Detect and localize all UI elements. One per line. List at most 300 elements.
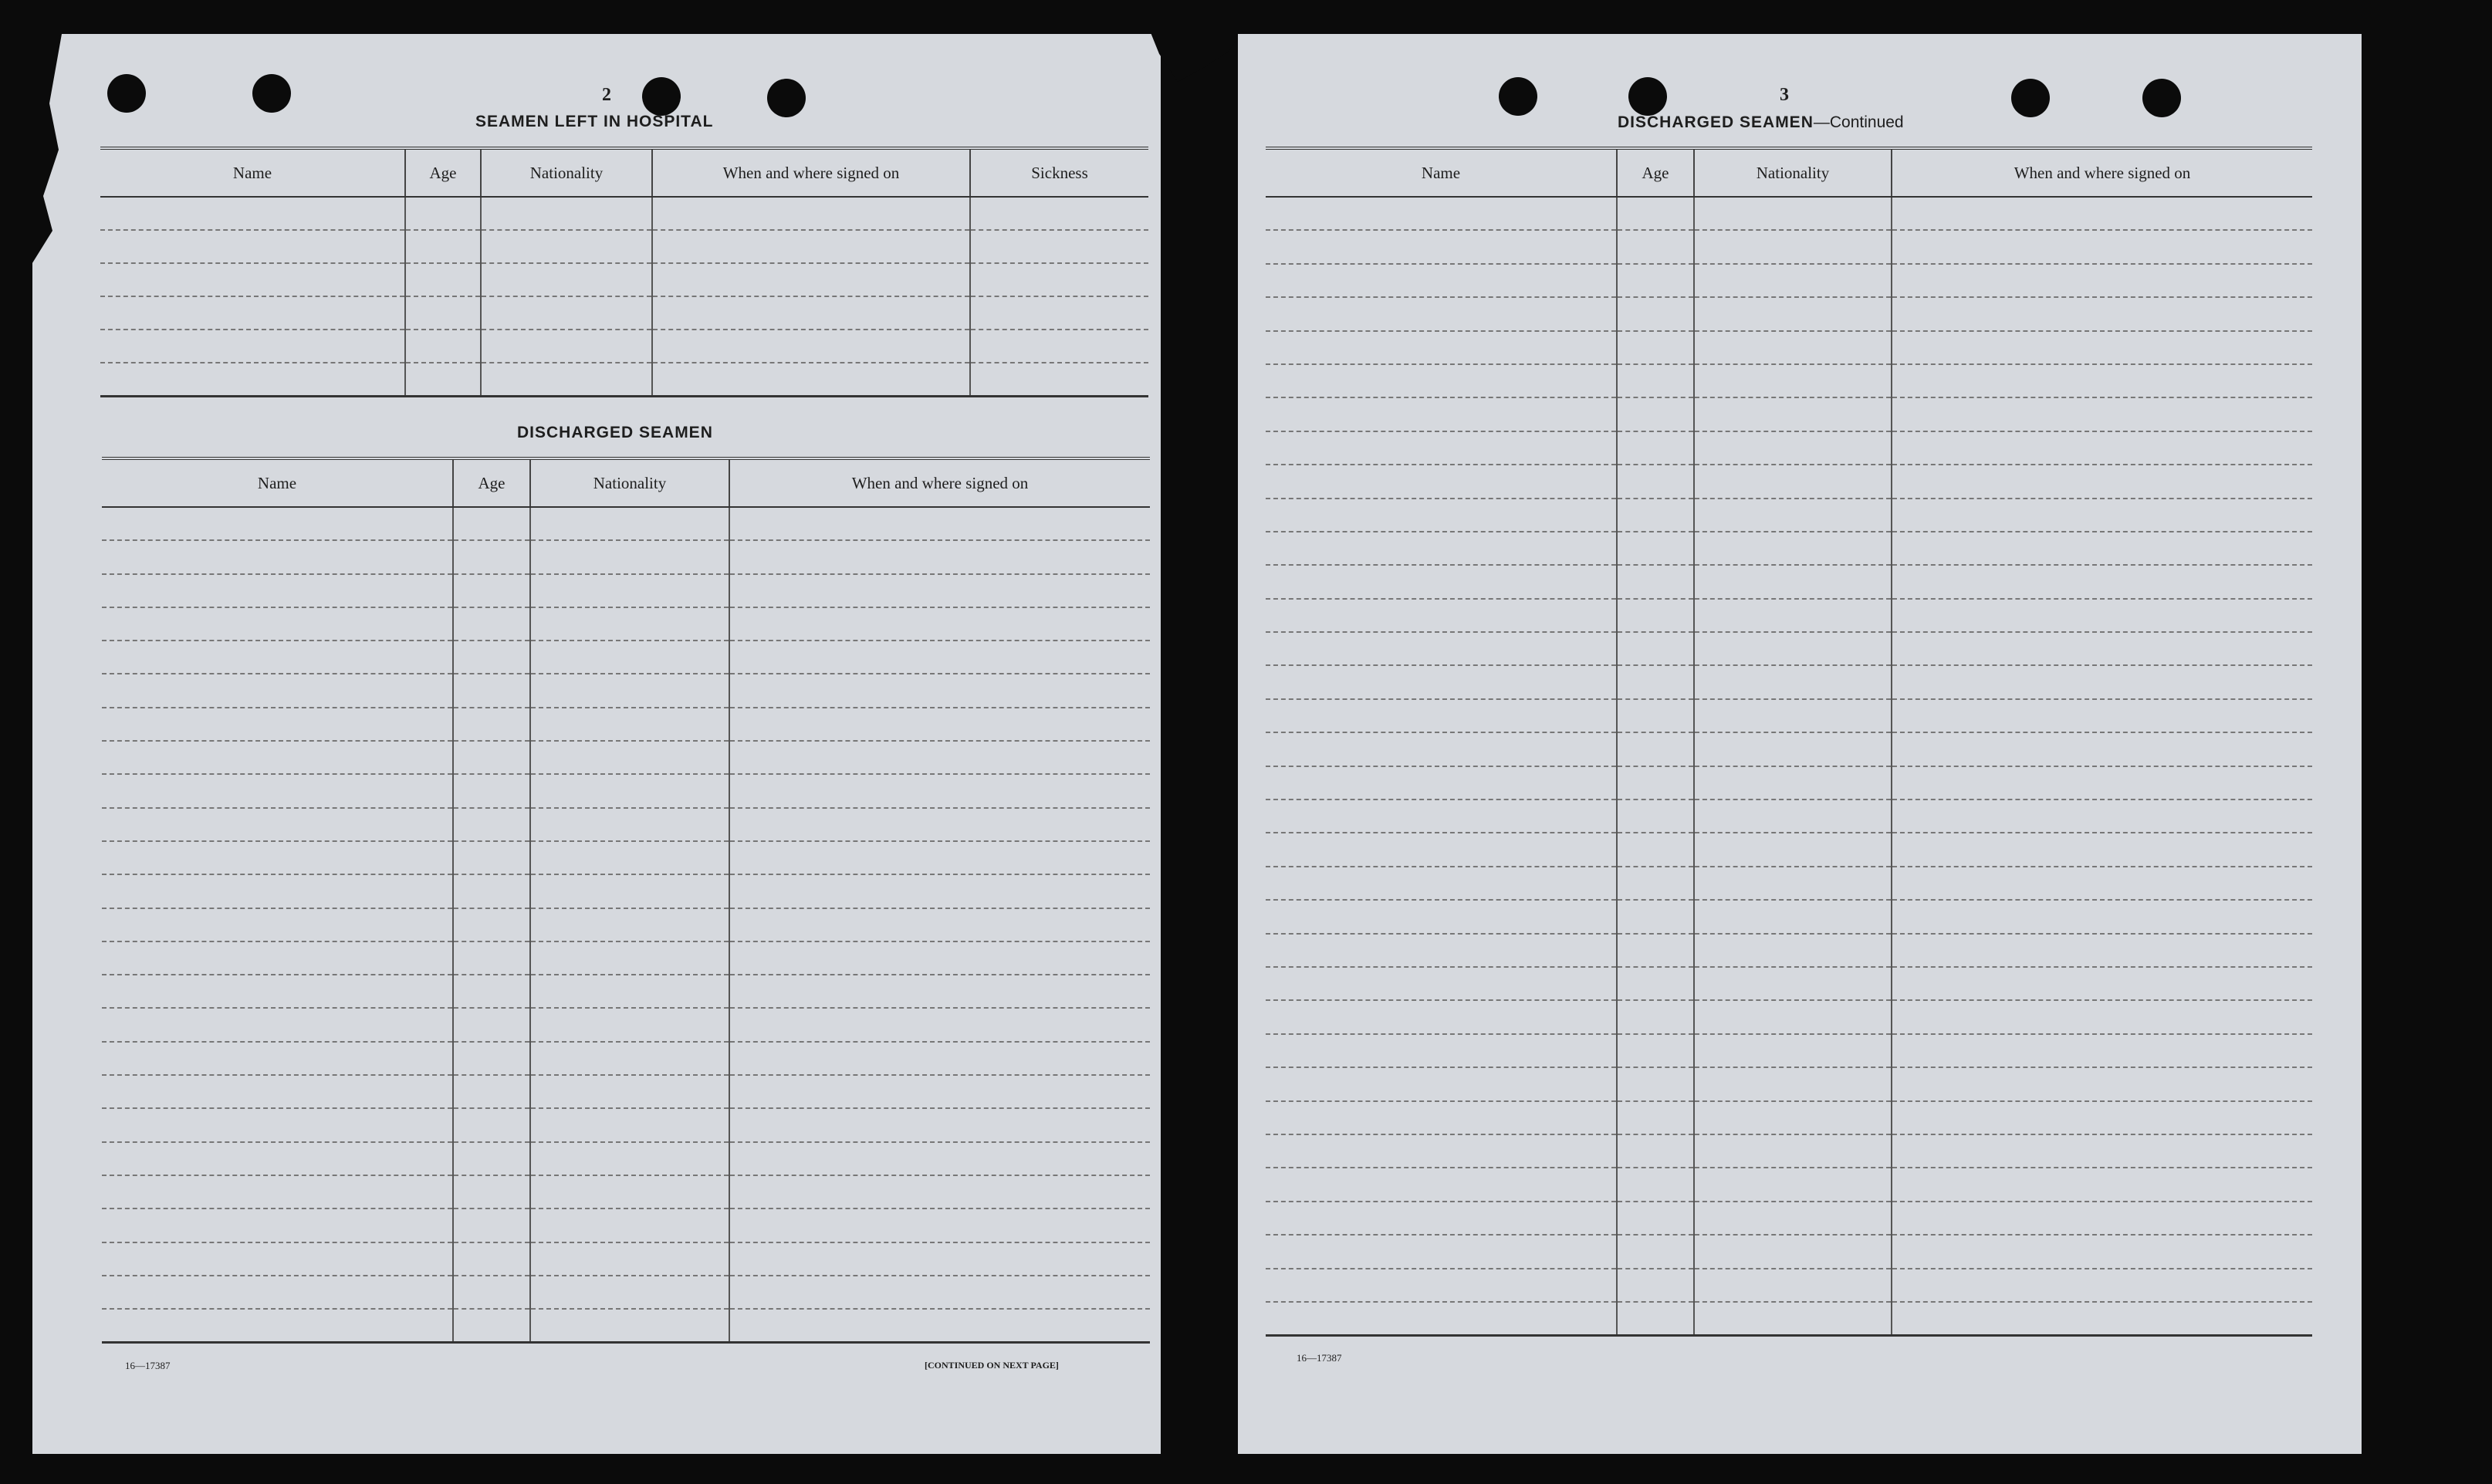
blank-cell (729, 540, 1150, 573)
blank-cell (530, 975, 729, 1008)
table-row (102, 1309, 1150, 1342)
table-row (1266, 1302, 2312, 1335)
blank-cell (970, 330, 1148, 363)
blank-cell (1892, 1067, 2312, 1100)
column-header-signed-on: When and where signed on (729, 458, 1150, 507)
table-row (102, 540, 1150, 573)
blank-cell (1266, 900, 1617, 933)
blank-cell (102, 574, 453, 607)
blank-cell (1617, 565, 1694, 598)
blank-cell (102, 1175, 453, 1208)
blank-cell (405, 330, 481, 363)
blank-cell (1892, 732, 2312, 766)
blank-cell (1266, 532, 1617, 565)
blank-cell (453, 1075, 530, 1108)
blank-cell (1892, 699, 2312, 732)
blank-cell (530, 641, 729, 674)
blank-cell (1892, 1202, 2312, 1235)
blank-cell (1694, 1202, 1892, 1235)
blank-cell (100, 330, 405, 363)
section-title-discharged-continued (1618, 113, 1904, 132)
blank-cell (453, 507, 530, 540)
blank-cell (1266, 867, 1617, 900)
blank-cell (405, 363, 481, 396)
table-row (1266, 499, 2312, 532)
discharged-table (102, 457, 1150, 1344)
blank-cell (1266, 297, 1617, 330)
blank-cell (1694, 732, 1892, 766)
blank-cell (530, 1075, 729, 1108)
blank-cell (100, 197, 405, 230)
blank-cell (530, 1309, 729, 1342)
table-row (102, 1042, 1150, 1075)
table-row (102, 808, 1150, 841)
blank-cell (729, 774, 1150, 807)
blank-cell (1266, 465, 1617, 498)
table-row (1266, 799, 2312, 833)
blank-cell (1266, 1235, 1617, 1268)
blank-cell (1266, 934, 1617, 967)
table-row (1266, 264, 2312, 297)
blank-cell (1892, 900, 2312, 933)
blank-cell (729, 808, 1150, 841)
blank-cell (1266, 766, 1617, 799)
blank-cell (530, 1276, 729, 1309)
blank-cell (453, 1008, 530, 1041)
blank-cell (1892, 1101, 2312, 1134)
blank-cell (729, 1008, 1150, 1041)
punch-hole (2142, 79, 2181, 117)
blank-cell (1694, 264, 1892, 297)
blank-cell (970, 197, 1148, 230)
blank-cell (1694, 431, 1892, 465)
blank-cell (1617, 1168, 1694, 1201)
blank-cell (453, 607, 530, 641)
punch-hole (767, 79, 806, 117)
blank-cell (652, 330, 970, 363)
table-row (102, 507, 1150, 540)
blank-cell (530, 1208, 729, 1242)
blank-cell (1266, 499, 1617, 532)
blank-cell (1694, 197, 1892, 230)
table-row (1266, 230, 2312, 263)
blank-cell (1694, 699, 1892, 732)
torn-edge (1150, 31, 1243, 82)
blank-cell (1892, 264, 2312, 297)
blank-cell (1892, 1034, 2312, 1067)
blank-cell (1266, 1302, 1617, 1335)
table-row (100, 296, 1148, 330)
column-header-signed-on: When and where signed on (1892, 148, 2312, 197)
blank-cell (530, 1175, 729, 1208)
blank-cell (1892, 197, 2312, 230)
blank-cell (1617, 230, 1694, 263)
blank-cell (481, 363, 652, 396)
blank-cell (102, 1075, 453, 1108)
blank-cell (1617, 331, 1694, 364)
blank-cell (405, 263, 481, 296)
blank-cell (102, 1142, 453, 1175)
blank-cell (453, 674, 530, 707)
blank-cell (453, 1042, 530, 1075)
table-row (1266, 1269, 2312, 1302)
blank-cell (1694, 967, 1892, 1000)
blank-cell (1892, 297, 2312, 330)
blank-cell (405, 197, 481, 230)
table-row (1266, 867, 2312, 900)
blank-cell (652, 263, 970, 296)
blank-cell (1266, 665, 1617, 698)
blank-cell (1892, 499, 2312, 532)
blank-cell (1266, 1269, 1617, 1302)
blank-cell (1892, 230, 2312, 263)
punch-hole (1499, 77, 1537, 116)
blank-cell (1694, 665, 1892, 698)
blank-cell (1694, 465, 1892, 498)
table-row (1266, 900, 2312, 933)
blank-cell (1892, 465, 2312, 498)
blank-cell (970, 263, 1148, 296)
blank-cell (102, 1108, 453, 1141)
blank-cell (100, 363, 405, 396)
table-row (102, 1242, 1150, 1276)
blank-cell (1266, 833, 1617, 866)
blank-cell (1266, 331, 1617, 364)
blank-cell (453, 1175, 530, 1208)
table-row (100, 330, 1148, 363)
blank-cell (1617, 1034, 1694, 1067)
blank-cell (530, 941, 729, 975)
table-row (102, 908, 1150, 941)
blank-cell (729, 607, 1150, 641)
blank-cell (1617, 699, 1694, 732)
blank-cell (729, 941, 1150, 975)
blank-cell (453, 708, 530, 741)
table-row (102, 1175, 1150, 1208)
column-header-age: Age (1617, 148, 1694, 197)
blank-cell (1892, 1235, 2312, 1268)
table-row (102, 1075, 1150, 1108)
blank-cell (1266, 565, 1617, 598)
blank-cell (1694, 1034, 1892, 1067)
table-row (100, 230, 1148, 263)
blank-cell (970, 230, 1148, 263)
column-header-name: Name (1266, 148, 1617, 197)
blank-cell (453, 1142, 530, 1175)
blank-cell (1617, 297, 1694, 330)
blank-cell (530, 1042, 729, 1075)
blank-cell (1266, 431, 1617, 465)
blank-cell (1694, 833, 1892, 866)
blank-cell (453, 975, 530, 1008)
blank-cell (1694, 1134, 1892, 1168)
blank-cell (1617, 532, 1694, 565)
blank-cell (1266, 732, 1617, 766)
table-row (1266, 1101, 2312, 1134)
blank-cell (530, 708, 729, 741)
table-row (1266, 699, 2312, 732)
blank-cell (1266, 1168, 1617, 1201)
blank-cell (102, 1008, 453, 1041)
blank-cell (453, 1276, 530, 1309)
blank-cell (729, 1175, 1150, 1208)
table-row (1266, 565, 2312, 598)
table-row (100, 263, 1148, 296)
form-number: 16—17387 (125, 1360, 171, 1371)
table-row (102, 1142, 1150, 1175)
blank-cell (453, 941, 530, 975)
blank-cell (1266, 1134, 1617, 1168)
blank-cell (1892, 565, 2312, 598)
blank-cell (102, 1042, 453, 1075)
blank-cell (102, 975, 453, 1008)
punch-hole (252, 74, 291, 113)
blank-cell (1694, 565, 1892, 598)
blank-cell (102, 674, 453, 707)
table-row (1266, 465, 2312, 498)
blank-cell (102, 1309, 453, 1342)
blank-cell (729, 574, 1150, 607)
blank-cell (1617, 197, 1694, 230)
table-row (1266, 431, 2312, 465)
blank-cell (530, 808, 729, 841)
blank-cell (1617, 264, 1694, 297)
blank-cell (729, 841, 1150, 874)
blank-cell (1892, 632, 2312, 665)
right-page (1238, 34, 2362, 1454)
blank-cell (102, 507, 453, 540)
blank-cell (100, 230, 405, 263)
blank-cell (1617, 1067, 1694, 1100)
blank-cell (1694, 934, 1892, 967)
blank-cell (1892, 1134, 2312, 1168)
blank-cell (530, 1142, 729, 1175)
blank-cell (530, 908, 729, 941)
blank-cell (102, 741, 453, 774)
blank-cell (1617, 1269, 1694, 1302)
table-row (1266, 1235, 2312, 1268)
table-row (1266, 934, 2312, 967)
blank-cell (453, 908, 530, 941)
blank-cell (652, 197, 970, 230)
blank-cell (1892, 1000, 2312, 1033)
blank-cell (1617, 397, 1694, 431)
blank-cell (1694, 867, 1892, 900)
blank-cell (1892, 766, 2312, 799)
blank-cell (970, 363, 1148, 396)
table-row (1266, 397, 2312, 431)
table-row (1266, 1168, 2312, 1201)
table-row (1266, 599, 2312, 632)
blank-cell (1266, 1000, 1617, 1033)
blank-cell (729, 708, 1150, 741)
blank-cell (1266, 799, 1617, 833)
column-header-age: Age (405, 148, 481, 197)
table-row (1266, 665, 2312, 698)
blank-cell (405, 296, 481, 330)
blank-cell (405, 230, 481, 263)
blank-cell (453, 1309, 530, 1342)
table-row (102, 1108, 1150, 1141)
blank-cell (453, 741, 530, 774)
blank-cell (1892, 867, 2312, 900)
column-header-signed-on: When and where signed on (652, 148, 970, 197)
blank-cell (729, 1075, 1150, 1108)
blank-cell (1266, 230, 1617, 263)
blank-cell (1892, 967, 2312, 1000)
blank-cell (1617, 967, 1694, 1000)
blank-cell (729, 1042, 1150, 1075)
blank-cell (1892, 833, 2312, 866)
punch-hole (2011, 79, 2050, 117)
table-row (1266, 364, 2312, 397)
blank-cell (453, 1108, 530, 1141)
blank-cell (102, 808, 453, 841)
left-page (32, 34, 1161, 1454)
blank-cell (1694, 1168, 1892, 1201)
blank-cell (729, 1276, 1150, 1309)
continued-note: [CONTINUED ON NEXT PAGE] (925, 1360, 1059, 1371)
blank-cell (453, 808, 530, 841)
blank-cell (102, 841, 453, 874)
blank-cell (100, 296, 405, 330)
blank-cell (481, 296, 652, 330)
blank-cell (530, 841, 729, 874)
blank-cell (102, 1208, 453, 1242)
blank-cell (1694, 499, 1892, 532)
blank-cell (530, 540, 729, 573)
blank-cell (1694, 230, 1892, 263)
blank-cell (453, 841, 530, 874)
blank-cell (1617, 364, 1694, 397)
blank-cell (652, 363, 970, 396)
blank-cell (1892, 934, 2312, 967)
blank-cell (729, 1309, 1150, 1342)
table-row (102, 774, 1150, 807)
blank-cell (729, 1242, 1150, 1276)
blank-cell (1266, 397, 1617, 431)
blank-cell (453, 641, 530, 674)
blank-cell (530, 1242, 729, 1276)
table-row (102, 941, 1150, 975)
blank-cell (1617, 766, 1694, 799)
blank-cell (453, 540, 530, 573)
section-title-main: DISCHARGED SEAMEN (1618, 113, 1814, 131)
form-number: 16—17387 (1297, 1352, 1342, 1364)
punch-hole (107, 74, 146, 113)
blank-cell (102, 708, 453, 741)
blank-cell (1617, 900, 1694, 933)
blank-cell (453, 1242, 530, 1276)
table-row (1266, 967, 2312, 1000)
blank-cell (1694, 1269, 1892, 1302)
blank-cell (1617, 632, 1694, 665)
blank-cell (1694, 799, 1892, 833)
blank-cell (1617, 599, 1694, 632)
discharged-continued-table (1266, 147, 2312, 1337)
blank-cell (729, 741, 1150, 774)
blank-cell (530, 574, 729, 607)
table-row (102, 841, 1150, 874)
blank-cell (729, 507, 1150, 540)
blank-cell (102, 641, 453, 674)
blank-cell (1892, 799, 2312, 833)
blank-cell (1617, 665, 1694, 698)
blank-cell (1617, 465, 1694, 498)
blank-cell (1266, 197, 1617, 230)
blank-cell (1266, 699, 1617, 732)
table-row (102, 708, 1150, 741)
section-title-suffix: —Continued (1813, 113, 1904, 131)
table-row (102, 1208, 1150, 1242)
blank-cell (652, 230, 970, 263)
page-number: 2 (602, 85, 611, 105)
blank-cell (1266, 599, 1617, 632)
blank-cell (970, 296, 1148, 330)
blank-cell (1694, 900, 1892, 933)
table-row (1266, 632, 2312, 665)
blank-cell (1617, 499, 1694, 532)
hospital-header-row (100, 148, 1148, 197)
table-row (102, 874, 1150, 908)
blank-cell (1892, 1302, 2312, 1335)
blank-cell (1694, 1101, 1892, 1134)
blank-cell (1694, 599, 1892, 632)
table-row (102, 1276, 1150, 1309)
blank-cell (1892, 331, 2312, 364)
table-row (102, 741, 1150, 774)
blank-cell (1892, 532, 2312, 565)
blank-cell (1892, 397, 2312, 431)
column-header-age: Age (453, 458, 530, 507)
column-header-nationality: Nationality (1694, 148, 1892, 197)
blank-cell (102, 1276, 453, 1309)
blank-cell (1617, 431, 1694, 465)
blank-cell (1892, 1269, 2312, 1302)
table-row (1266, 732, 2312, 766)
blank-cell (1266, 1202, 1617, 1235)
table-row (102, 975, 1150, 1008)
blank-cell (1617, 799, 1694, 833)
blank-cell (1617, 1202, 1694, 1235)
torn-edge (31, 34, 62, 265)
punch-hole (642, 77, 681, 116)
blank-cell (102, 1242, 453, 1276)
blank-cell (729, 975, 1150, 1008)
blank-cell (530, 874, 729, 908)
table-row (1266, 1000, 2312, 1033)
blank-cell (1694, 397, 1892, 431)
blank-cell (453, 874, 530, 908)
blank-cell (729, 908, 1150, 941)
blank-cell (102, 908, 453, 941)
blank-cell (729, 874, 1150, 908)
table-row (102, 1008, 1150, 1041)
column-header-nationality: Nationality (530, 458, 729, 507)
blank-cell (1694, 1302, 1892, 1335)
blank-cell (102, 774, 453, 807)
blank-cell (530, 741, 729, 774)
blank-cell (1266, 967, 1617, 1000)
blank-cell (1266, 1067, 1617, 1100)
blank-cell (1617, 833, 1694, 866)
table-row (100, 197, 1148, 230)
column-header-name: Name (102, 458, 453, 507)
blank-cell (1617, 732, 1694, 766)
table-row (1266, 766, 2312, 799)
blank-cell (530, 674, 729, 707)
table-row (100, 363, 1148, 396)
